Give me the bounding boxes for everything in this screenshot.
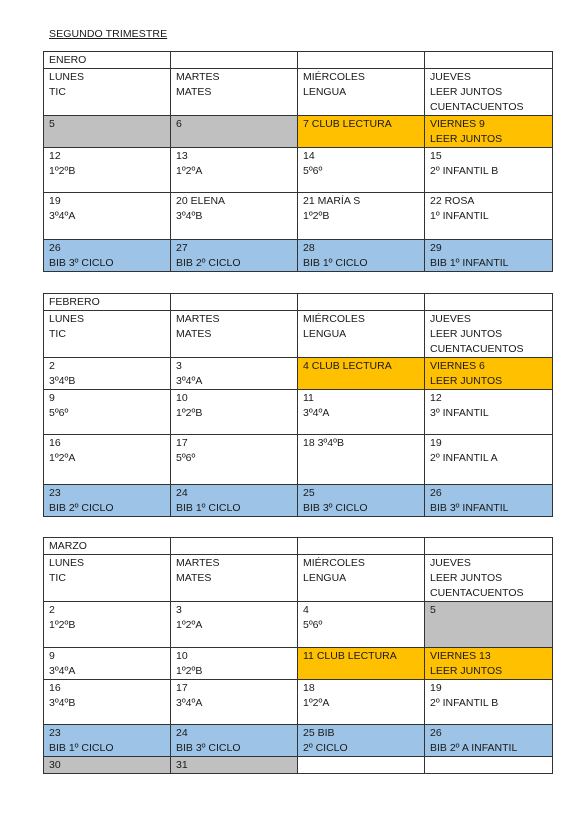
day-cell-line: 22 ROSA: [430, 195, 475, 207]
week-row: [44, 358, 553, 390]
day-cell: [44, 148, 171, 193]
day-cell-line: 16: [49, 682, 61, 694]
day-cell-line: 9: [49, 650, 55, 662]
day-cell-line: 3: [176, 360, 182, 372]
day-cell-line: BIB 1º CICLO: [176, 502, 241, 514]
day-cell: [44, 757, 171, 774]
weekday-header-cell: [425, 311, 553, 358]
empty-cell: [171, 294, 298, 311]
weekday-header-cell: [44, 69, 171, 116]
day-cell-line: 21 MARÍA S: [303, 195, 361, 207]
weekday-header-cell: [171, 555, 298, 602]
day-cell-line: 17: [176, 682, 188, 694]
day-cell-line: 26: [49, 242, 61, 254]
day-cell-line: VIERNES 9: [430, 118, 485, 130]
day-cell: [44, 680, 171, 725]
day-cell: [425, 116, 553, 148]
day-cell: [44, 390, 171, 435]
weekday-header-line: MARTES: [176, 557, 220, 569]
day-cell-line: 3º4ºA: [49, 665, 76, 677]
weekday-header-line: LUNES: [49, 71, 85, 83]
weekday-header-line: LUNES: [49, 313, 85, 325]
day-cell: [44, 358, 171, 390]
day-cell-line: 29: [430, 242, 442, 254]
weekday-header-line: TIC: [49, 86, 66, 98]
day-cell-line: 23: [49, 487, 61, 499]
month-name: FEBRERO: [49, 296, 100, 308]
weekday-header-row: [44, 311, 553, 358]
weekday-header-cell: [171, 311, 298, 358]
day-cell: [298, 485, 425, 517]
day-cell: [425, 757, 553, 774]
day-cell: [171, 680, 298, 725]
day-cell-line: 18: [303, 682, 315, 694]
day-cell: [44, 485, 171, 517]
day-cell-line: 25: [303, 487, 315, 499]
day-cell: [298, 240, 425, 272]
day-cell-line: 2º CICLO: [303, 742, 348, 754]
weekday-header-cell: [298, 69, 425, 116]
month-table-febrero: [43, 293, 553, 517]
day-cell: [425, 435, 553, 485]
week-row: [44, 435, 553, 485]
weekday-header-line: LEER JUNTOS: [430, 572, 503, 584]
weekday-header-row: [44, 555, 553, 602]
day-cell-line: 1º2ºB: [176, 665, 203, 677]
weekday-header-line: MARTES: [176, 71, 220, 83]
day-cell-line: 5: [49, 118, 55, 130]
month-name: ENERO: [49, 54, 87, 66]
day-cell-line: 5º6º: [303, 619, 323, 631]
week-row: [44, 193, 553, 240]
day-cell: [298, 435, 425, 485]
month-table-marzo: [43, 537, 553, 774]
day-cell-line: BIB 3º CICLO: [49, 257, 114, 269]
day-cell-line: VIERNES 6: [430, 360, 485, 372]
month-name-cell: [44, 294, 171, 311]
day-cell: [425, 648, 553, 680]
day-cell-line: 3º4ºA: [303, 407, 330, 419]
weekday-header-line: CUENTACUENTOS: [430, 587, 524, 599]
week-row: [44, 648, 553, 680]
day-cell-line: 2º INFANTIL B: [430, 697, 499, 709]
day-cell: [425, 148, 553, 193]
weekday-header-line: LENGUA: [303, 328, 347, 340]
day-cell-line: 10: [176, 392, 188, 404]
day-cell-line: 1º2ºB: [303, 210, 330, 222]
day-cell: [171, 725, 298, 757]
day-cell-line: BIB 2º CICLO: [176, 257, 241, 269]
day-cell-line: 3º INFANTIL: [430, 407, 489, 419]
weekday-header-cell: [298, 311, 425, 358]
empty-cell: [298, 52, 425, 69]
month-name-cell: [44, 52, 171, 69]
month-name-row: [44, 52, 553, 69]
day-cell-line: 24: [176, 727, 188, 739]
weekday-header-line: LENGUA: [303, 572, 347, 584]
weekday-header-line: MIÉRCOLES: [303, 557, 365, 569]
day-cell-line: 18 3º4ºB: [303, 437, 344, 449]
day-cell-line: 1º2ºB: [49, 619, 76, 631]
day-cell-line: 1º2ºA: [49, 452, 76, 464]
day-cell: [298, 757, 425, 774]
day-cell: [425, 390, 553, 435]
weekday-header-line: LUNES: [49, 557, 85, 569]
day-cell: [44, 435, 171, 485]
day-cell-line: 12: [430, 392, 442, 404]
day-cell: [298, 148, 425, 193]
day-cell-line: 25 BIB: [303, 727, 335, 739]
day-cell-line: 3º4ºB: [49, 375, 76, 387]
week-row: [44, 240, 553, 272]
day-cell: [171, 390, 298, 435]
day-cell: [425, 358, 553, 390]
document-title: SEGUNDO TRIMESTRE: [49, 28, 168, 40]
day-cell-line: 1º2ºB: [176, 407, 203, 419]
day-cell: [171, 116, 298, 148]
day-cell-line: 4: [303, 604, 309, 616]
day-cell: [298, 390, 425, 435]
empty-cell: [425, 52, 553, 69]
day-cell-line: 6: [176, 118, 182, 130]
day-cell-line: 3º4ºA: [49, 210, 76, 222]
week-row: [44, 148, 553, 193]
weekday-header-cell: [44, 555, 171, 602]
day-cell-line: 3º4ºB: [49, 697, 76, 709]
day-cell-line: LEER JUNTOS: [430, 133, 503, 145]
weekday-header-line: MIÉRCOLES: [303, 313, 365, 325]
day-cell-line: 24: [176, 487, 188, 499]
weekday-header-line: LENGUA: [303, 86, 347, 98]
day-cell-line: 26: [430, 487, 442, 499]
day-cell: [298, 358, 425, 390]
day-cell-line: 31: [176, 759, 188, 771]
day-cell-line: 3º4ºA: [176, 697, 203, 709]
weekday-header-line: MARTES: [176, 313, 220, 325]
month-name: MARZO: [49, 540, 87, 552]
day-cell-line: 17: [176, 437, 188, 449]
empty-cell: [171, 52, 298, 69]
weekday-header-line: TIC: [49, 328, 66, 340]
day-cell-line: 9: [49, 392, 55, 404]
day-cell-line: BIB 3º CICLO: [303, 502, 368, 514]
day-cell: [171, 435, 298, 485]
day-cell: [298, 725, 425, 757]
day-cell-line: 4 CLUB LECTURA: [303, 360, 392, 372]
day-cell-line: 2º INFANTIL A: [430, 452, 498, 464]
empty-cell: [298, 294, 425, 311]
day-cell-line: 19: [49, 195, 61, 207]
day-cell-line: 19: [430, 682, 442, 694]
day-cell: [171, 602, 298, 648]
day-cell: [298, 680, 425, 725]
day-cell-line: 2º INFANTIL B: [430, 165, 499, 177]
day-cell: [171, 485, 298, 517]
day-cell-line: 3: [176, 604, 182, 616]
day-cell: [425, 602, 553, 648]
day-cell-line: 5º6º: [176, 452, 196, 464]
day-cell-line: LEER JUNTOS: [430, 375, 503, 387]
day-cell-line: 5: [430, 604, 436, 616]
weekday-header-line: CUENTACUENTOS: [430, 101, 524, 113]
weekday-header-row: [44, 69, 553, 116]
day-cell: [44, 116, 171, 148]
day-cell-line: 3º4ºB: [176, 210, 203, 222]
day-cell-line: 11: [303, 392, 314, 404]
month-name-row: [44, 538, 553, 555]
day-cell: [171, 193, 298, 240]
day-cell-line: 1º2ºB: [49, 165, 76, 177]
empty-cell: [171, 538, 298, 555]
day-cell-line: 20 ELENA: [176, 195, 226, 207]
weekday-header-line: JUEVES: [430, 71, 471, 83]
day-cell-line: 5º6º: [49, 407, 69, 419]
day-cell-line: 14: [303, 150, 315, 162]
weekday-header-line: MATES: [176, 572, 212, 584]
day-cell: [44, 725, 171, 757]
day-cell-line: BIB 1º CICLO: [303, 257, 368, 269]
day-cell: [171, 648, 298, 680]
week-row: [44, 757, 553, 774]
day-cell: [425, 725, 553, 757]
day-cell-line: 10: [176, 650, 188, 662]
day-cell: [425, 680, 553, 725]
empty-cell: [425, 538, 553, 555]
day-cell: [171, 757, 298, 774]
day-cell: [171, 240, 298, 272]
day-cell-line: 13: [176, 150, 188, 162]
day-cell-line: 30: [49, 759, 61, 771]
day-cell: [298, 193, 425, 240]
weekday-header-line: TIC: [49, 572, 66, 584]
day-cell-line: BIB 1º INFANTIL: [430, 257, 509, 269]
day-cell-line: 1º2ºA: [176, 619, 203, 631]
day-cell-line: 15: [430, 150, 442, 162]
weekday-header-line: MATES: [176, 86, 212, 98]
day-cell: [425, 485, 553, 517]
month-name-row: [44, 294, 553, 311]
day-cell-line: 28: [303, 242, 315, 254]
week-row: [44, 602, 553, 648]
day-cell-line: 1º INFANTIL: [430, 210, 489, 222]
weekday-header-line: LEER JUNTOS: [430, 86, 503, 98]
week-row: [44, 116, 553, 148]
weekday-header-cell: [425, 69, 553, 116]
day-cell: [425, 240, 553, 272]
day-cell-line: 3º4ºA: [176, 375, 203, 387]
day-cell-line: BIB 2º CICLO: [49, 502, 114, 514]
day-cell-line: 23: [49, 727, 61, 739]
empty-cell: [298, 538, 425, 555]
day-cell: [44, 193, 171, 240]
weekday-header-line: JUEVES: [430, 313, 471, 325]
week-row: [44, 725, 553, 757]
day-cell-line: 5º6º: [303, 165, 323, 177]
weekday-header-line: LEER JUNTOS: [430, 328, 503, 340]
week-row: [44, 390, 553, 435]
month-name-cell: [44, 538, 171, 555]
day-cell-line: 1º2ºA: [176, 165, 203, 177]
day-cell-line: LEER JUNTOS: [430, 665, 503, 677]
month-table-enero: [43, 51, 553, 272]
day-cell: [425, 193, 553, 240]
day-cell-line: BIB 2º A INFANTIL: [430, 742, 518, 754]
day-cell-line: 27: [176, 242, 188, 254]
weekday-header-cell: [171, 69, 298, 116]
day-cell-line: BIB 3º INFANTIL: [430, 502, 509, 514]
weekday-header-line: MIÉRCOLES: [303, 71, 365, 83]
empty-cell: [425, 294, 553, 311]
day-cell: [298, 648, 425, 680]
day-cell-line: 12: [49, 150, 61, 162]
week-row: [44, 680, 553, 725]
day-cell-line: 7 CLUB LECTURA: [303, 118, 392, 130]
day-cell: [298, 116, 425, 148]
weekday-header-cell: [298, 555, 425, 602]
weekday-header-line: CUENTACUENTOS: [430, 343, 524, 355]
day-cell-line: 1º2ºA: [303, 697, 330, 709]
day-cell-line: BIB 1º CICLO: [49, 742, 114, 754]
weekday-header-cell: [44, 311, 171, 358]
day-cell: [44, 648, 171, 680]
day-cell-line: 26: [430, 727, 442, 739]
day-cell-line: BIB 3º CICLO: [176, 742, 241, 754]
day-cell: [44, 602, 171, 648]
day-cell-line: 16: [49, 437, 61, 449]
weekday-header-line: MATES: [176, 328, 212, 340]
day-cell-line: 11 CLUB LECTURA: [303, 650, 397, 662]
day-cell: [298, 602, 425, 648]
day-cell: [44, 240, 171, 272]
week-row: [44, 485, 553, 517]
day-cell-line: VIERNES 13: [430, 650, 491, 662]
day-cell: [171, 358, 298, 390]
weekday-header-cell: [425, 555, 553, 602]
day-cell-line: 2: [49, 604, 55, 616]
weekday-header-line: JUEVES: [430, 557, 471, 569]
day-cell: [171, 148, 298, 193]
day-cell-line: 19: [430, 437, 442, 449]
day-cell-line: 2: [49, 360, 55, 372]
